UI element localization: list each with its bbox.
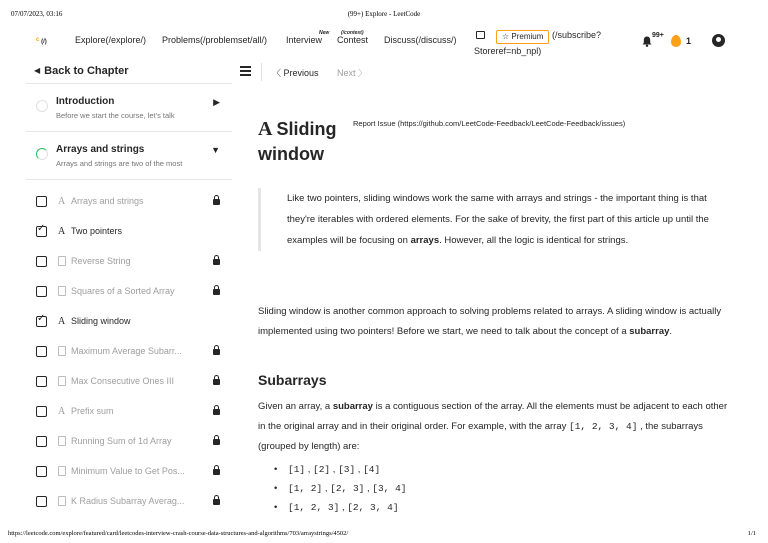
paragraph-intro: Sliding window is another common approach to solving problems related to arrays. A sliding window is actually implemented using two pointers! Before we start, we need to talk about the concept of a subarray. (258, 306, 722, 337)
sidebar-lesson[interactable] (26, 456, 232, 486)
divider (261, 63, 262, 81)
checkbox[interactable] (36, 346, 47, 357)
checkbox[interactable] (36, 316, 47, 327)
sidebar-lesson[interactable] (26, 306, 232, 336)
print-url: https://leetcode.com/explore/featured/card/leetcodes-interview-crash-course-data-structures-and-algorithms/703/arraystrings/4502/ (8, 530, 349, 537)
print-footer (0, 523, 768, 543)
bell-icon[interactable] (642, 36, 652, 47)
lock-icon (213, 499, 220, 505)
lock-icon (213, 199, 220, 205)
chevron-right-icon: 〉 (358, 68, 368, 78)
sidebar-lesson[interactable] (26, 216, 232, 246)
nav-discuss[interactable]: Discuss(/discuss/) (384, 35, 457, 45)
chapter-title: Introduction (56, 96, 115, 107)
document-icon (58, 376, 66, 386)
sidebar (26, 58, 232, 516)
article-toolbar (240, 60, 750, 84)
nav-contest[interactable]: Contest (337, 35, 369, 45)
sidebar-chapter[interactable] (26, 132, 232, 180)
chapter-description: Arrays and strings are two of the most (56, 159, 183, 168)
sidebar-lesson[interactable] (26, 186, 232, 216)
list-item: • [1, 2, 3] , [2, 3, 4] (274, 498, 407, 517)
lesson-name: Reverse String (71, 256, 131, 266)
lock-icon (213, 379, 220, 385)
lesson-name: Sliding window (71, 316, 131, 326)
next-button[interactable]: Next 〉 (337, 68, 368, 78)
print-header (0, 0, 768, 22)
premium-button[interactable]: ☆ Premium (496, 30, 549, 44)
notification-count: 99+ (652, 32, 664, 39)
lock-icon (213, 439, 220, 445)
store-icon[interactable] (476, 31, 485, 39)
lock-icon (213, 409, 220, 415)
document-icon (58, 436, 66, 446)
sidebar-lesson[interactable] (26, 246, 232, 276)
lesson-name: K Radius Subarray Averag... (71, 496, 185, 506)
subarray-list (274, 460, 407, 517)
sidebar-lesson[interactable] (26, 426, 232, 456)
nav-problems[interactable]: Problems(/problemset/all/) (162, 35, 268, 45)
chevron-left-icon: 〈 (272, 68, 282, 78)
nav-store[interactable]: Storeref=nb_npl) (474, 46, 542, 56)
checkbox[interactable] (36, 196, 47, 207)
lesson-name: Running Sum of 1d Array (71, 436, 172, 446)
sidebar-lesson[interactable] (26, 486, 232, 516)
nav-explore[interactable]: Explore(/explore/) (75, 35, 147, 45)
chapter-description: Before we start the course, let's talk (56, 111, 175, 120)
article-icon: A (58, 315, 66, 327)
sidebar-chapter[interactable] (26, 84, 232, 132)
print-page-number: 1/1 (747, 530, 756, 537)
fire-icon[interactable] (671, 35, 681, 47)
lesson-name: Two pointers (71, 226, 123, 236)
article-title: A Sliding (258, 118, 337, 140)
checkbox[interactable] (36, 496, 47, 507)
caret-icon: ▼ (211, 145, 220, 155)
lock-icon (213, 259, 220, 265)
new-badge: New (319, 30, 330, 36)
menu-icon[interactable] (240, 66, 251, 78)
sidebar-lesson[interactable] (26, 366, 232, 396)
list-item: • [1] , [2] , [3] , [4] (274, 460, 407, 479)
leetcode-logo-icon: ᶜ (36, 35, 40, 45)
lesson-name: Arrays and strings (71, 196, 144, 206)
lock-icon (213, 289, 220, 295)
paragraph-subarrays: Given an array, a subarray is a contiguous section of the array. All the elements must be adjacent to each other in the original array and in their original order. For example, with the array [1, 2, 3, 4] , the subarrays (grouped by length) are: (258, 401, 728, 452)
progress-ring-icon (36, 100, 48, 112)
checkbox[interactable] (36, 226, 47, 237)
article-icon: A (58, 195, 66, 207)
leetcode-logo[interactable]: ᶜ (/) (36, 35, 47, 45)
checkbox[interactable] (36, 256, 47, 267)
caret-icon: ▶ (213, 97, 220, 107)
nav-interview[interactable]: Interview (286, 35, 323, 45)
document-icon (58, 466, 66, 476)
checkbox[interactable] (36, 466, 47, 477)
sidebar-lesson[interactable] (26, 396, 232, 426)
list-item: • [1, 2] , [2, 3] , [3, 4] (274, 479, 407, 498)
lesson-name: Prefix sum (71, 406, 114, 416)
document-icon (58, 346, 66, 356)
article-icon: A (58, 225, 66, 237)
premium-link-hint: (/subscribe? (552, 30, 602, 40)
print-page-title: (99+) Explore - LeetCode (347, 10, 421, 18)
lesson-name: Squares of a Sorted Array (71, 286, 175, 296)
document-icon (58, 496, 66, 506)
contest-link-hint: (/contest) (341, 30, 364, 36)
checkbox[interactable] (36, 376, 47, 387)
article-icon: A (258, 118, 273, 140)
previous-button[interactable]: 〈 Previous (272, 68, 319, 78)
top-navigation (0, 24, 768, 58)
lock-icon (213, 349, 220, 355)
article-title-cont: window (258, 144, 324, 164)
lesson-name: Minimum Value to Get Pos... (71, 466, 185, 476)
lesson-name: Max Consecutive Ones III (71, 376, 175, 386)
checkbox[interactable] (36, 286, 47, 297)
lesson-name: Maximum Average Subarr... (71, 346, 182, 356)
lock-icon (213, 469, 220, 475)
print-datetime: 07/07/2023, 03:16 (11, 10, 63, 18)
checkbox[interactable] (36, 406, 47, 417)
checkbox[interactable] (36, 436, 47, 447)
progress-ring-icon (36, 148, 48, 160)
report-issue-link[interactable]: Report Issue (https://github.com/LeetCode-Feedback/LeetCode-Feedback/issues) (353, 119, 626, 128)
star-icon: ☆ (502, 32, 510, 41)
chevron-left-icon: ◀ (34, 66, 41, 75)
chapter-title: Arrays and strings (56, 144, 145, 155)
blockquote: Like two pointers, sliding windows work the same with arrays and strings - the important thing is that they're iterables with ordered elements. For the sake of brevity, the first part of this article up until the examples will be focusing on arrays. However, all the logic is identical for strings. (258, 188, 718, 251)
streak-count: 1 (686, 36, 692, 46)
sidebar-lesson[interactable] (26, 336, 232, 366)
article-icon: A (58, 405, 66, 417)
sidebar-lesson[interactable] (26, 276, 232, 306)
document-icon (58, 256, 66, 266)
back-to-chapter-button[interactable]: ◀ Back to Chapter (26, 58, 232, 84)
document-icon (58, 286, 66, 296)
avatar[interactable] (712, 34, 725, 47)
section-heading: Subarrays (258, 372, 327, 388)
